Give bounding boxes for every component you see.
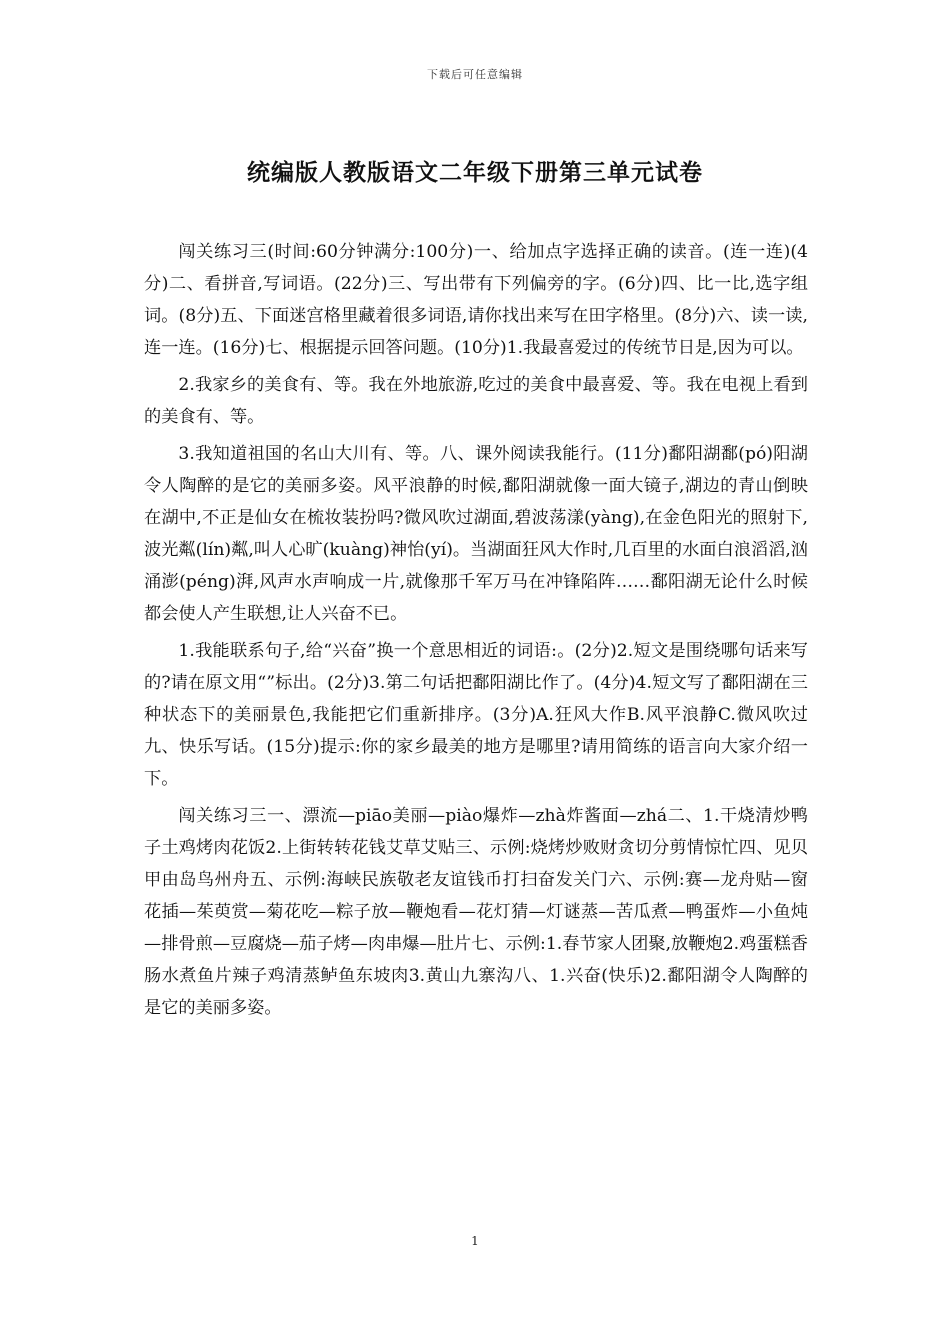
page-header-note: 下载后可任意编辑 bbox=[427, 68, 523, 81]
paragraph-reading-passage: 3.我知道祖国的名山大川有、等。八、课外阅读我能行。(11分)鄱阳湖鄱(pó)阳湖令人陶醉的是它的美丽多姿。风平浪静的时候,鄱阳湖就像一面大镜子,湖边的青山倒映在湖中,不正是仙女在梳妆装扮吗?微风吹过湖面,碧波荡漾(yàng),在金色阳光的照射下,波光粼(lín)粼,叫人心旷(kuàng)神怡(yí)。当湖面狂风大作时,几百里的水面白浪滔滔,汹涌澎(péng)湃,风声水声响成一片,就像那千军万马在冲锋陷阵……鄱阳湖无论什么时候都会使人产生联想,让人兴奋不已。 bbox=[144, 444, 808, 624]
document-title: 统编版人教版语文二年级下册第三单元试卷 bbox=[247, 159, 703, 186]
page-number: 1 bbox=[471, 1234, 479, 1248]
paragraph-reading-questions: 1.我能联系句子,给“兴奋”换一个意思相近的词语:。(2分)2.短文是围绕哪句话来写的?请在原文用“”标出。(2分)3.第二句话把鄱阳湖比作了。(4分)4.短文写了鄱阳湖在三种状态下的美丽景色,我能把它们重新排序。(3分)A.狂风大作B.风平浪静C.微风吹过九、快乐写话。(15分)提示:你的家乡最美的地方是哪里?请用简练的语言向大家介绍一下。 bbox=[144, 641, 808, 789]
document-body bbox=[144, 236, 808, 1029]
paragraph-exercise-questions: 闯关练习三(时间:60分钟满分:100分)一、给加点字选择正确的读音。(连一连)(4分)二、看拼音,写词语。(22分)三、写出带有下列偏旁的字。(6分)四、比一比,选字组词。(8分)五、下面迷宫格里藏着很多词语,请你找出来写在田字格里。(8分)六、读一读,连一连。(16分)七、根据提示回答问题。(10分)1.我最喜爱过的传统节日是,因为可以。 bbox=[144, 242, 808, 358]
paragraph-answer-key: 闯关练习三一、漂流—piāo美丽—piào爆炸—zhà炸酱面—zhá二、1.干烧清炒鸭子土鸡烤肉花饭2.上街转转花钱艾草艾贴三、示例:烧烤炒败财贪切分剪情惊忙四、见贝甲由岛鸟州舟五、示例:海峡民族敬老友谊钱币打扫奋发关门六、示例:赛—龙舟贴—窗花插—茱萸赏—菊花吃—粽子放—鞭炮看—花灯猜—灯谜蒸—苦瓜煮—鸭蛋炸—小鱼炖—排骨煎—豆腐烧—茄子烤—肉串爆—肚片七、示例:1.春节家人团聚,放鞭炮2.鸡蛋糕香肠水煮鱼片辣子鸡清蒸鲈鱼东坡肉3.黄山九寨沟八、1.兴奋(快乐)2.鄱阳湖令人陶醉的是它的美丽多姿。 bbox=[144, 806, 808, 1018]
paragraph-food-question: 2.我家乡的美食有、等。我在外地旅游,吃过的美食中最喜爱、等。我在电视上看到的美食有、等。 bbox=[144, 375, 808, 427]
